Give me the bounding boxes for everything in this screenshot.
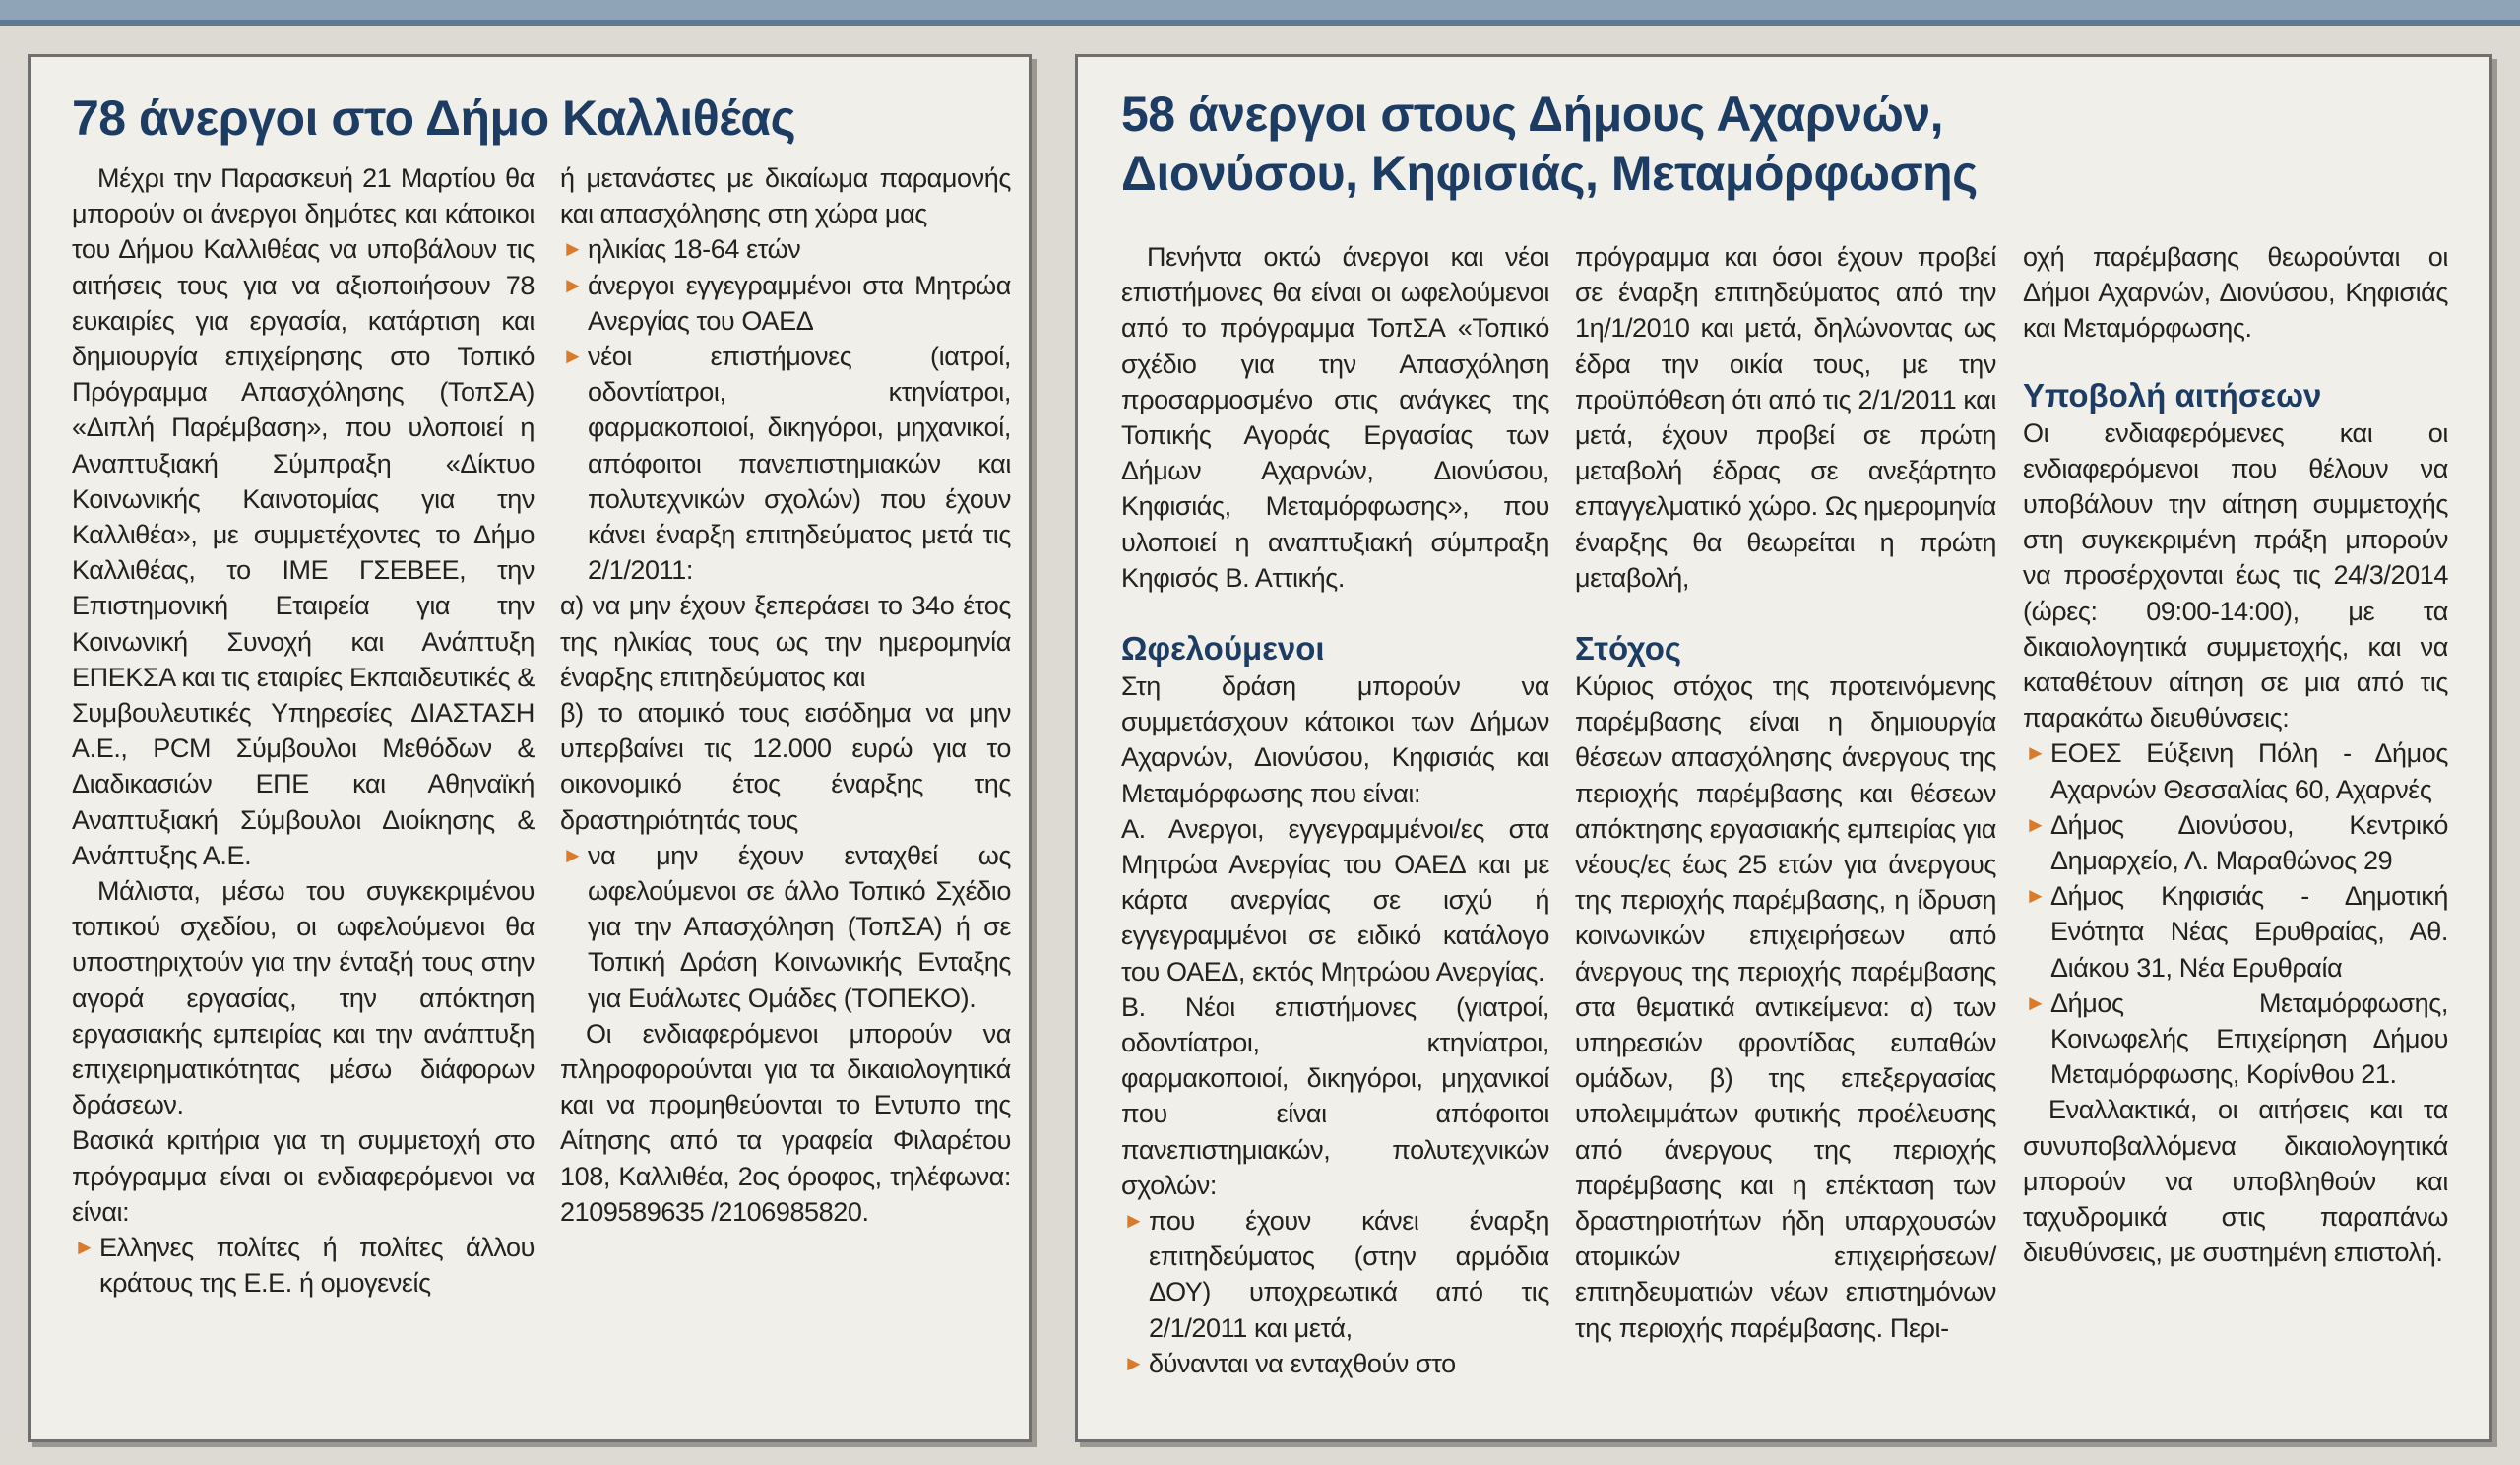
arrow-bullet-icon: ► [74, 1235, 95, 1260]
bullet-item: ► που έχουν κάνει έναρξη επιτηδεύματος (στην αρμόδια ΔΟΥ) υποχρεωτικά από τις 2/1/2011 και μετά, [1121, 1203, 1549, 1346]
bullet-item: ► Ελληνες πολίτες ή πολίτες άλλου κράτους της Ε.Ε. ή ομογενείς [72, 1230, 535, 1301]
arrow-bullet-icon: ► [2025, 883, 2047, 909]
paragraph: ή μετανάστες με δικαίωμα παραμονής και απασχόλησης στη χώρα μας [560, 163, 1011, 229]
bullet-item: ► να μην έχουν ενταχθεί ως ωφελούμενοι σε άλλο Τοπικό Σχέδιο για την Απασχόληση (ΤοπΣΑ) ή σε Τοπική Δράση Κοινωνικής Ενταξης για Ευάλωτες Ομάδες (ΤΟΠΕΚΟ). [560, 838, 1011, 1016]
bullet-item: ► δύνανται να ενταχθούν στο [1121, 1346, 1549, 1381]
paragraph: Α. Ανεργοι, εγγεγραμμένοι/ες στα Μητρώα Ανεργίας του ΟΑΕΔ και με κάρτα ανεργίας σε ισχύ ή εγγεγραμμένοι σε ειδικό κατάλογο του ΟΑΕΔ, εκτός Μητρώου Ανεργίας. [1121, 813, 1549, 987]
headline: 58 άνεργοι στους Δήμους Αχαρνών, Διονύσου, Κηφισιάς, Μεταμόρφωσης [1121, 87, 1978, 201]
address-item: ► ΕΟΕΣ Εύξεινη Πόλη - Δήμος Αχαρνών Θεσσαλίας 60, Αχαρνές [2023, 735, 2448, 806]
arrow-bullet-icon: ► [562, 236, 584, 262]
paragraph: Β. Νέοι επιστήμονες (γιατροί, οδοντίατροι, κτηνίατροι, φαρμακοποιοί, δικηγόροι, μηχανικοί που είναι απόφοιτοι πανεπιστημιακών, πολυτεχνικών σχολών: [1121, 991, 1549, 1200]
arrow-bullet-icon: ► [562, 272, 584, 297]
paragraph: Πενήντα οκτώ άνεργοι και νέοι επιστήμονες θα είναι οι ωφελούμενοι από το πρόγραμμα ΤοπΣΑ «Τοπικό σχέδιο για την Απασχόληση προσαρμοσμένο στις ανάγκες της Τοπικής Αγοράς Εργασίας των Δήμων Αχαρνών, Διονύσου, Κηφισιάς, Μεταμόρφωσης», που υλοποιεί η αναπτυξιακή σύμπραξη Κηφισός Β. Αττικής. [1121, 242, 1549, 593]
paragraph: Μάλιστα, μέσω του συγκεκριμένου τοπικού σχεδίου, οι ωφελούμενοι θα υποστηριχτούν για την ένταξή τους στην αγορά εργασίας, την απόκτηση εργασιακής εμπειρίας και την ανάπτυξη επιχειρηματικότητας μέσω διάφορων δράσεων. [72, 876, 535, 1120]
top-rule [0, 0, 2520, 26]
paragraph: β) το ατομικό τους εισόδημα να μην υπερβαίνει τις 12.000 ευρώ για το οικονομικό έτος έναρξης της δραστηριότητάς τους [560, 698, 1011, 835]
headline: 78 άνεργοι στο Δήμο Καλλιθέας [72, 91, 796, 146]
column-3 [2023, 239, 2448, 1270]
paragraph: Βασικά κριτήρια για τη συμμετοχή στο πρόγραμμα είναι οι ενδιαφερόμενοι να είναι: [72, 1125, 535, 1227]
arrow-bullet-icon: ► [2025, 989, 2047, 1015]
column-2 [560, 160, 1011, 1230]
column-2 [1575, 239, 1996, 1346]
paragraph: Κύριος στόχος της προτεινόμενης παρέμβασης είναι η δημιουργία θέσεων απασχόλησης άνεργους της περιοχής παρέμβασης και θέσεων απόκτησης εργασιακής εμπειρίας για νέους/ες έως 25 ετών για άνεργους της περιοχής παρέμβασης, η ίδρυση κοινωνικών επιχειρήσεων από άνεργους της περιοχής παρέμβασης στα θεματικά αντικείμενα: α) των υπηρεσιών φροντίδας ευπαθών ομάδων, β) της επεξεργασίας υπολειμμάτων φυτικής προέλευσης από άνεργους της περιοχής παρέμβασης και η επέκταση των δραστηριοτήτων ήδη υπαρχουσών ατομικών επιχειρήσεων/επιτηδευματιών νέων επιστημόνων της περιοχής παρέμβασης. Περι- [1575, 671, 1996, 1343]
article-acharnes [1075, 54, 2492, 1442]
bullet-item: ► άνεργοι εγγεγραμμένοι στα Μητρώα Ανεργίας του ΟΑΕΔ [560, 268, 1011, 339]
arrow-bullet-icon: ► [2025, 740, 2047, 766]
address-item: ► Δήμος Μεταμόρφωσης, Κοινωφελής Επιχείρηση Δήμου Μεταμόρφωσης, Κορίνθου 21. [2023, 986, 2448, 1093]
paragraph: πρόγραμμα και όσοι έχουν προβεί σε έναρξη επιτηδεύματος από την 1η/1/2010 και μετά, δηλώνοντας ως έδρα την οικία τους, με την προϋπόθεση ότι από τις 2/1/2011 και μετά, έχουν προβεί σε πρώτη μεταβολή έδρας σε ανεξάρτητο επαγγελματικό χώρο. Ως ημερομηνία έναρξης θα θεωρείται η πρώτη μεταβολή, [1575, 242, 1997, 593]
column-1 [72, 160, 535, 1302]
section-heading: Ωφελούμενοι [1121, 630, 1325, 668]
arrow-bullet-icon: ► [562, 842, 584, 867]
arrow-bullet-icon: ► [562, 344, 584, 369]
paragraph: α) να μην έχουν ξεπεράσει το 34ο έτος της ηλικίας τους ως την ημερομηνία έναρξης επιτηδεύματος και [560, 591, 1011, 692]
paragraph: Στη δράση μπορούν να συμμετάσχουν κάτοικοι των Δήμων Αχαρνών, Διονύσου, Κηφισιάς και Μεταμόρφωσης που είναι: [1121, 671, 1549, 808]
address-item: ► Δήμος Διονύσου, Κεντρικό Δημαρχείο, Λ. Μαραθώνος 29 [2023, 807, 2448, 878]
paragraph: οχή παρέμβασης θεωρούνται οι Δήμοι Αχαρνών, Διονύσου, Κηφισιάς και Μεταμόρφωσης. [2023, 242, 2448, 344]
paragraph: Εναλλακτικά, οι αιτήσεις και τα συνυποβαλλόμενα δικαιολογητικά μπορούν να υποβληθούν και ταχυδρομικά στις παραπάνω διευθύνσεις, με συστημένη επιστολή. [2023, 1095, 2448, 1268]
paragraph: Οι ενδιαφερόμενοι μπορούν να πληροφορούνται για τα δικαιολογητικά και να προμηθεύονται το Εντυπο της Αίτησης από τα γραφεία Φιλαρέτου 108, Καλλιθέα, 2ος όροφος, τηλέφωνα: 2109589635 /2106985820. [560, 1018, 1011, 1227]
arrow-bullet-icon: ► [1123, 1350, 1145, 1375]
paragraph: Μέχρι την Παρασκευή 21 Μαρτίου θα μπορούν οι άνεργοι δημότες και κάτοικοι του Δήμου Καλλιθέας να υποβάλουν τις αιτήσεις τους για να αξιοποιήσουν 78 ευκαιρίες για εργασία, κατάρτιση και δημιουργία επιχείρησης στο Τοπικό Πρόγραμμα Απασχόλησης (ΤοπΣΑ) «Διπλή Παρέμβαση», που υλοποιεί η Αναπτυξιακή Σύμπραξη «Δίκτυο Κοινωνικής Καινοτομίας για την Καλλιθέα», με συμμετέχοντες το Δήμο Καλλιθέας, το ΙΜΕ ΓΣΕΒΕΕ, την Επιστημονική Εταιρεία για την Κοινωνική Συνοχή και Ανάπτυξη ΕΠΕΚΣΑ και τις εταιρίες Εκπαιδευτικές & Συμβουλευτικές Υπηρεσίες ΔΙΑΣΤΑΣΗ Α.Ε., PCM Σύμβουλοι Μεθόδων & Διαδικασιών ΕΠΕ και Αθηναϊκή Αναπτυξιακή Σύμβουλοι Διοίκησης & Ανάπτυξης Α.Ε. [72, 163, 535, 870]
column-1 [1121, 239, 1549, 1381]
section-heading: Υποβολή αιτήσεων [2023, 376, 2322, 414]
arrow-bullet-icon: ► [2025, 811, 2047, 837]
article-kallithea [28, 54, 1032, 1442]
address-item: ► Δήμος Κηφισιάς - Δημοτική Ενότητα Νέας Ερυθραίας, Αθ. Διάκου 31, Νέα Ερυθραία [2023, 878, 2448, 986]
bullet-item: ► νέοι επιστήμονες (ιατροί, οδοντίατροι, κτηνίατροι, φαρμακοποιοί, δικηγόροι, μηχανικοί, απόφοιτοι πανεπιστημιακών και πολυτεχνικών σχολών) που έχουν κάνει έναρξη επιτηδεύματος μετά τις 2/1/2011: [560, 339, 1011, 588]
paragraph: Οι ενδιαφερόμενες και οι ενδιαφερόμενοι που θέλουν να υποβάλουν την αίτηση συμμετοχής στη συγκεκριμένη πράξη μπορούν να προσέρχονται έως τις 24/3/2014 (ώρες: 09:00-14:00), με τα δικαιολογητικά συμμετοχής, και να καταθέτουν αίτηση σε μια από τις παρακάτω διευθύνσεις: [2023, 417, 2448, 733]
arrow-bullet-icon: ► [1123, 1208, 1145, 1234]
section-heading: Στόχος [1575, 630, 1682, 668]
bullet-item: ► ηλικίας 18-64 ετών [560, 231, 1011, 267]
